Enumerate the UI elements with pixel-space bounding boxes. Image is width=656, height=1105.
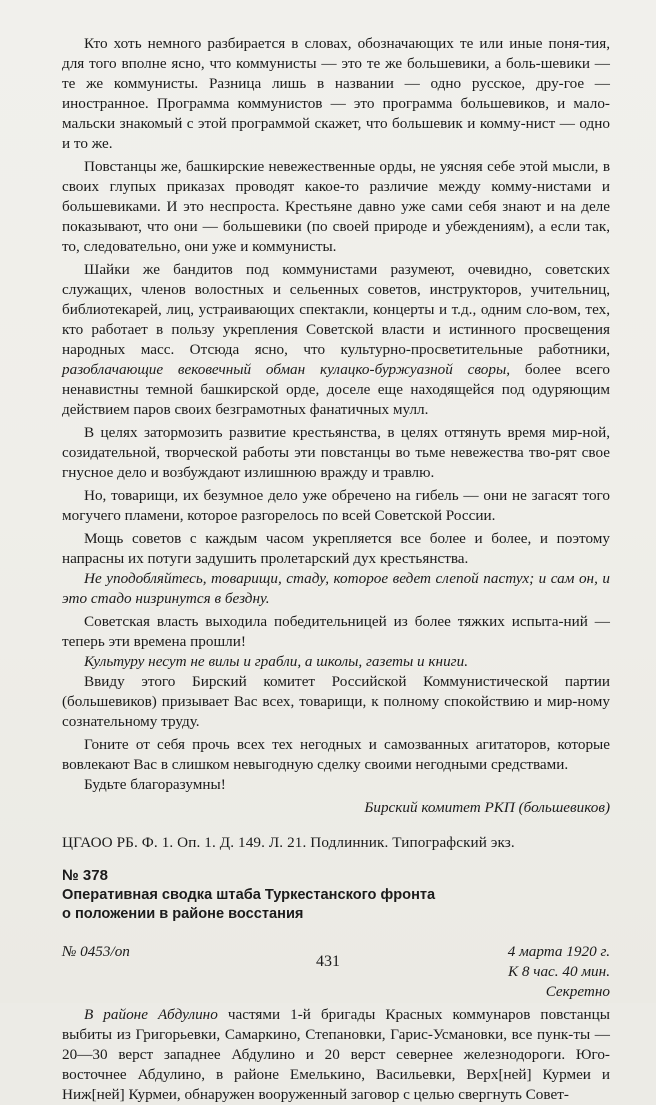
paragraph-11: Гоните от себя прочь всех тех негодных и самозванных агитаторов, которые вовлекают Вас в слишком невыгодную сделку своими негодными средствами. bbox=[62, 736, 610, 773]
document-title-line-2: о положении в районе восстания bbox=[62, 906, 304, 922]
secrecy-mark: Секретно bbox=[545, 983, 610, 1000]
paragraph-3-start: Шайки же бандитов под коммунистами разумеют, очевидно, советских служащих, членов волостных и сельенных советов, инструкторов, учительниц, библиотекарей, лиц, устраивающих спектакли, концерты и т.д., одним сло-вом, тех, кто работает в пользу укрепления Советской власти и истинного просвещения народных масс. Отсюда ясно, что культурно-просветительные работники, bbox=[62, 261, 610, 358]
document-date: 4 марта 1920 г. bbox=[507, 943, 610, 960]
paragraph-4: В целях затормозить развитие крестьянства, в целях оттянуть время мир-ной, созидательной, творческой работы эти повстанцы во тьме невежества тво-рят свое гнусное дело и возбуждают излишнюю вражду и травлю. bbox=[62, 424, 610, 481]
paragraph-1: Кто хоть немного разбирается в словах, обозначающих те или иные поня-тия, для того вполне ясно, что коммунисты — это те же большевики, а боль-шевики — те же коммунисты. Разница лишь в названии — одно русское, дру-гое — иностранное. Программа коммунистов — это программа большевиков, и мало-мальски знакомый с этой программой скажет, что большевик и комму-нист — одно и то же. bbox=[62, 35, 610, 152]
paragraph-9: Культуру несут не вилы и грабли, а школы, газеты и книги. bbox=[84, 653, 468, 670]
document-number: № 378 bbox=[62, 867, 108, 884]
paragraph-3 bbox=[62, 260, 610, 420]
document-time: К 8 час. 40 мин. bbox=[507, 963, 610, 980]
document-title-line-1: Оперативная сводка штаба Туркестанского фронта bbox=[62, 887, 436, 903]
report-body-text: частями 1-й бригады Красных коммунаров повстанцы выбиты из Григорьевки, Самаркино, Степановки, Гарис-Усмановки, все пунк-ты — 20—30 верст западнее Абдулино и 20 верст севернее железнодороги. Юго-восточнее Абдулино, в районе Емелькино, Васильевки, Верх[ней] Курмеи и Ниж[ней] Курмеи, обнаружен вооруженный заговор с целью свергнуть Совет- bbox=[62, 1006, 611, 1103]
paragraph-5: Но, товарищи, их безумное дело уже обречено на гибель — они не загасят того могучего пламени, которое разгорелось по всей Советской России. bbox=[62, 487, 610, 524]
text-column bbox=[62, 34, 610, 1105]
page-number: 431 bbox=[316, 953, 340, 970]
signature: Бирский комитет РКП (большевиков) bbox=[364, 799, 610, 816]
paragraph-6: Мощь советов с каждым часом укрепляется все более и более, и поэтому напрасны их потуги задушить пролетарский дух крестьянства. bbox=[62, 530, 610, 567]
report-body bbox=[62, 1005, 610, 1105]
paragraph-3-italic: разоблачающие вековечный обман кулацко-буржуазной своры, bbox=[62, 361, 511, 378]
paragraph-12: Будьте благоразумны! bbox=[84, 776, 226, 793]
registration-number: № 0453/оп bbox=[62, 943, 130, 960]
paragraph-7: Не уподобляйтесь, товарищи, стаду, которое ведет слепой пастух; и сам он, и это стадо низринутся в бездну. bbox=[62, 570, 610, 607]
paragraph-8: Советская власть выходила победительницей из более тяжких испыта-ний — теперь эти времена прошли! bbox=[62, 613, 610, 650]
paragraph-10: Ввиду этого Бирский комитет Российской Коммунистической партии (большевиков) призывает Вас всех, товарищи, к полному спокойствию и мир-ному сознательному труду. bbox=[62, 673, 610, 730]
paragraph-2: Повстанцы же, башкирские невежественные орды, не уясняя себе этой мысли, в своих глупых приказах проводят какое-то различие между комму-нистами и большевиками. И это неспроста. Крестьяне давно уже сами себя знают и на деле показывают, что они — большевики (по своей природе и убеждениям), а если так, то, следовательно, они уже и коммунисты. bbox=[62, 158, 610, 255]
archive-source-line: ЦГАОО РБ. Ф. 1. Оп. 1. Д. 149. Л. 21. Подлинник. Типографский экз. bbox=[62, 834, 515, 851]
paragraph-3-end: более всего ненавистны темной башкирской орде, доселе еще находящейся под одуряющим действием паров своих безграмотных фанатичных мулл. bbox=[62, 361, 610, 418]
report-body-location: В районе Абдулино bbox=[84, 1006, 218, 1023]
